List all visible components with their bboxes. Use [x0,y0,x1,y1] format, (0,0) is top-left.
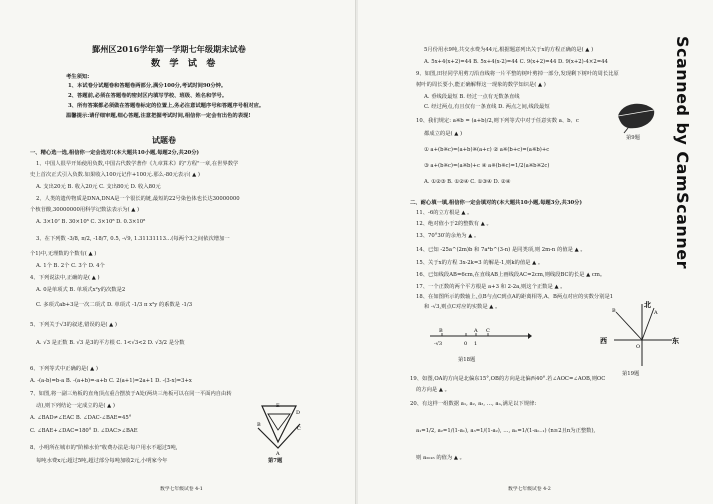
question-line: 3、在下列数 -3/8, π/2, -18/7, 0.5, -√9, 1.31131113…(每两个3之间依次增加一 [36,236,230,242]
fill-question: a₁=1/2, a₂=1/(1-a₁), a₃=1/(1-a₂), …, aₙ=1/(1-aₙ₋₁) (n≥2且n为正整数), [416,428,596,434]
question-line: 个1)中,无理数的个数有( ▲ ) [30,251,97,257]
figure-9-caption: 第9题 [626,135,640,141]
fill-question: 20、有这样一组数据 a₁, a₂, a₃, …, aₙ,满足以下规律: [410,401,537,407]
question-line: 动),则下列结论一定成立的是( ▲ ) [36,403,115,409]
question-line: 5月份用水9吨,共交水费为44元,根据题意列出关于x的方程正确的是( ▲ ) [424,47,594,53]
answer-options: A. 0是单项式 B. 单项式x²y的次数是2 [36,287,126,293]
answer-options: A. ∠BAD≠∠EAC B. ∠DAC-∠BAE=45° [30,415,132,421]
fig18-label: 0 [464,341,468,347]
fill-question: 和 -√3,则点C对应的实数是 ▲ 。 [424,304,501,310]
answer-options: A. √3 是正数 B. √3 是3的平方根 C. 1<√3<2 D. √3/2 是分数 [36,340,185,346]
camscanner-watermark: Scanned by CamScanner [673,36,692,269]
answer-options: A. 垂线段最短 B. 经过一点有无数条直线 [424,94,520,100]
fig19-label: 北 [644,300,651,309]
answer-options: A. 5x+4(x+2)=44 B. 5x+4(x-2)=44 C. 9(x+2)=44 D. 9(x+2)-4×2=44 [424,59,608,65]
figure-19-compass [580,300,680,372]
notice-line: 1、本试卷分试题卷和答题卷两部分,满分100分,考试时间90分钟。 [68,83,227,89]
question-line: 4、下列说法中,正确的是( ▲ ) [30,275,100,281]
answer-options: C. 经过两点,有且仅有一条直线 D. 两点之间,线段最短 [424,104,550,110]
section-one-heading: 一、精心选一选,相信你一定会选对!(本大题共10小题,每题2分,共20分) [30,150,200,156]
question-line: 都成立的是( ▲ ) [424,131,463,137]
question-line: 6、下列等式中正确的是( ▲ ) [30,366,98,372]
figure-7-caption: 第7题 [268,458,283,464]
answer-options: A. ①②③ B. ①②④ C. ①③④ D. ②④ [424,179,511,185]
fig7-label: A [276,451,280,456]
answer-options: A. 支出20元 B. 收入20元 C. 支出80元 D. 收入80元 [36,184,161,190]
answer-options: A. 3×10⁷ B. 30×10⁶ C. 3×10⁸ D. 0.3×10⁸ [36,219,146,225]
answer-options: ① a+(b※c)=(a+b)※(a+c) ② a※(b+c)=(a※b)+c [424,147,550,153]
left-page [0,0,356,504]
fill-question: 18、在如图所示的数轴上,点B与点C到点A的距离相等,A、B两点对应的实数分别是1 [416,294,614,300]
question-line: 个核苷酸,30000000用科学记数法表示为( ▲ ) [30,207,140,213]
fig18-label: B [439,328,443,334]
fill-question: 15、关于x的方程 3x-2k=3 的解是-1,则k的值是 ▲ 。 [416,260,544,266]
question-line: 7、如图,将一副三角板的直角顶点重合摆放于A处(两块三角板可以在同一平面内自由转 [30,391,232,397]
notice-title: 考生须知: [66,74,90,80]
fig18-label: 1 [474,341,478,347]
question-line: 8、小明所在城市的"阶梯水价"收费办法是:每户用水不超过5吨, [30,445,178,451]
fig7-label: D [296,410,301,416]
fig19-label: A [654,310,658,316]
page-footer-left: 数学七年级试卷 4-1 [160,487,203,492]
question-line: 史上首次正式引入负数.如果收入100元记作+100元.那么-80元表示( ▲ ) [30,172,200,178]
page-footer-right: 数学七年级试卷 4-2 [508,487,551,492]
exam-title: 鄞州区2016学年第一学期七年级期末试卷 [92,44,246,54]
answer-options: C. 多项式ab+3是一次二项式 D. 单项式 -1/3 π x²y 的系数是 -1/3 [36,302,193,308]
fill-question: 12、绝对值小于2的整数有 ▲ 。 [416,221,492,227]
section-two-heading: 二、耐心填一填,相信你一定会填对的(本大题共10小题,每题3分,共30分) [410,200,582,206]
right-page [358,0,713,504]
fig7-label: E [276,403,280,409]
notice-line: 温馨提示:请仔细审题,细心答题,注意把握考试时间,相信你一定会有出色的表现! [66,113,251,119]
question-line: 9、如图,田径同学用剪刀沿直线将一片平整的树叶剪掉一部分,发现剩下树叶的周长比原 [416,71,619,77]
answer-options: C. ∠BAE+∠DAC=180° D. ∠DAC>∠BAE [30,428,138,434]
figure-18-caption: 第18题 [458,357,476,363]
figure-19-caption: 第19题 [622,371,640,377]
fill-question: 则 a₂₀₁₆ 的值为 ▲ 。 [416,455,465,461]
figure-18-number-line [428,326,532,350]
answer-options: A. 1个 B. 2个 C. 3个 D. 4个 [36,263,105,269]
fig18-label: A [474,328,478,334]
fill-question: 的方向是 ▲ 。 [416,387,450,393]
paper-heading: 试题卷 [152,135,176,145]
fill-question: 19、如图,OA的方向是北偏东15°,OB的方向是北偏西40°.若∠AOC=∠AOB,则OC [410,376,606,382]
answer-options: A. -(a-b)=b-a B. -(a+b)=-a+b C. 2(a+1)=2a+1 D. -(3-x)=3+x [30,378,192,384]
fig18-label: -√3 [434,341,443,347]
fig19-label: 西 [600,336,607,345]
question-line: 5、下列关于√3的叙述,错误的是( ▲ ) [30,322,117,328]
figure-7-triangles [256,400,302,456]
question-line: 1、中国人很早开始使用负数,中国古代数学著作《九章算术》的"方程"一章,在世界数学 [36,161,239,167]
fig19-label: 东 [672,336,679,345]
fig7-label: B [257,422,261,428]
fig19-label: O [636,344,641,350]
figure-9-leaf [614,100,658,134]
fill-question: 16、已知线段AB=6cm,在直线AB上画线段AC=2cm,则线段BC的长是 ▲ cm。 [416,272,606,278]
question-line: 10、我们规定: a※b = (a+b)/2,则下列等式中对于任意实数 a、b、c [416,118,579,124]
subject-title: 数 学 试 卷 [151,58,219,69]
fill-question: 17、一个正数的两个平方根是 a+3 和 2-2a,则这个正数是 ▲ 。 [416,284,566,290]
fill-question: 13、70°30′的余角为 ▲ 。 [416,233,480,239]
fig19-label: B [612,308,616,314]
fill-question: 11、-6的立方根是 ▲ 。 [416,210,473,216]
answer-options: ③ a+(b※c)=(a※b)+c ④ a※(b※c)=1/2(a※b※2c) [424,163,550,169]
fill-question: 14、已知 -25a^(2m)b 和 7a⁴b^(3-n) 是同类项,则 2m-n 的值是 ▲ 。 [416,247,586,253]
notice-line: 2、答题前,必须在答题卷的密封区内填写学校、班级、姓名和学号。 [68,93,228,99]
question-line: 每吨水费x元;超过5吨,超过部分每吨加收2元,小明家今年 [36,458,168,464]
question-line: 树叶的周长要小,能正确解释这一现象的数学知识是( ▲ ) [416,82,546,88]
question-line: 2、人类的遗传物质是DNA,DNA是一个很长的链,最短的22号染色体也长达30000000 [36,196,240,202]
notice-line: 3、所有答案都必须做在答题卷标定的位置上,务必注意试题序号和答题序号相对应。 [68,103,265,109]
fig18-label: C [486,328,490,334]
fig7-label: C [297,426,301,432]
